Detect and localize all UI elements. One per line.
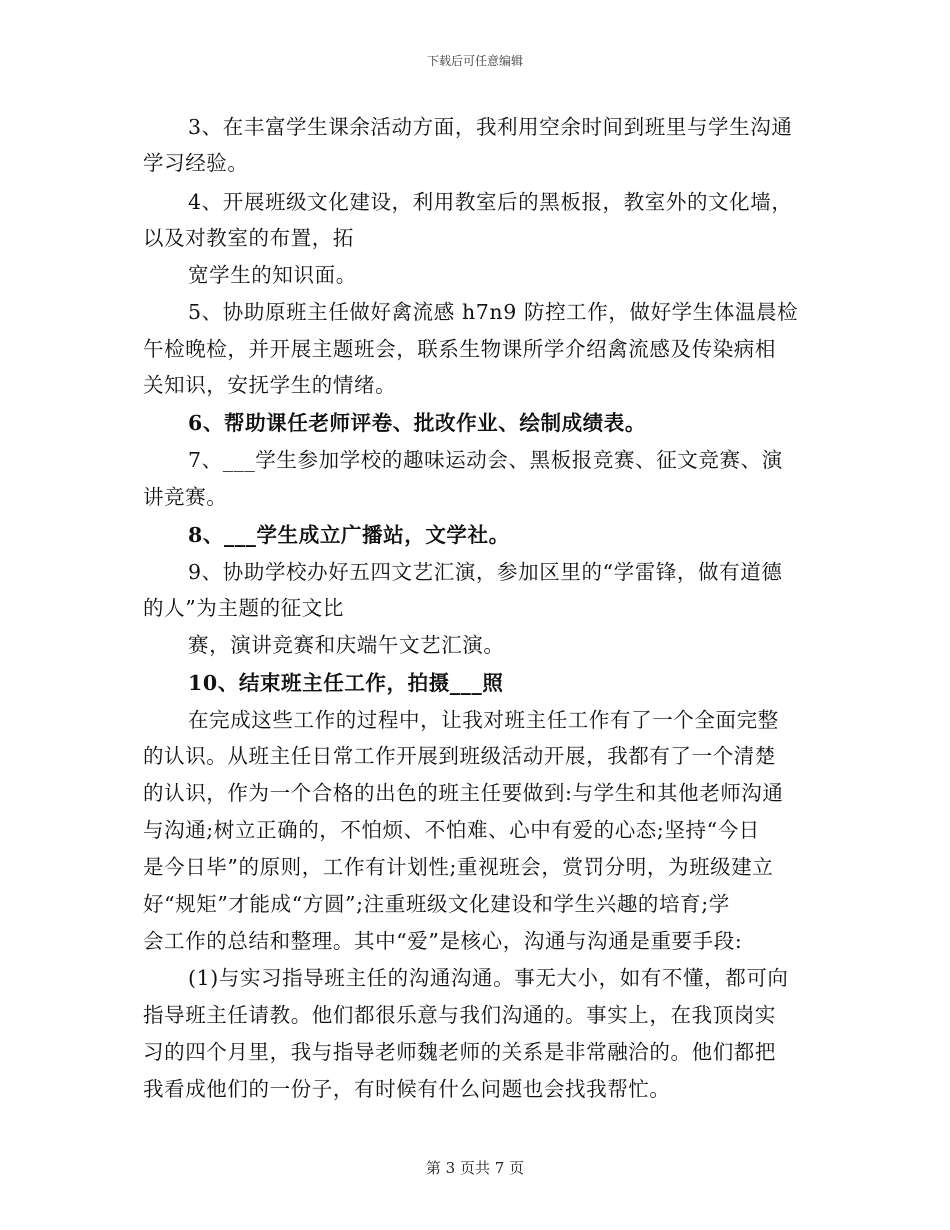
text-line: (1)与实习指导班主任的沟通沟通。事无大小，如有不懂，都可向 <box>188 966 789 990</box>
text-line: 9、协助学校办好五四文艺汇演，参加区里的“学雷锋，做有道德 <box>188 560 783 584</box>
text-line: 5、协助原班主任做好禽流感 h7n9 防控工作，做好学生体温晨检 <box>188 300 799 324</box>
text-line: 学习经验。 <box>143 151 249 175</box>
text-line: 是今日毕”的原则，工作有计划性;重视班会，赏罚分明，为班级建立 <box>143 855 774 879</box>
text-line: 在完成这些工作的过程中，让我对班主任工作有了一个全面完整 <box>188 708 779 732</box>
page-header: 下载后可任意编辑 <box>426 54 523 68</box>
text-line: 讲竞赛。 <box>143 485 228 509</box>
text-line: 会工作的总结和整理。其中“爱”是核心，沟通与沟通是重要手段: <box>143 929 743 953</box>
text-line: 习的四个月里，我与指导老师魏老师的关系是非常融洽的。他们都把 <box>143 1040 776 1064</box>
text-line: 宽学生的知识面。 <box>188 263 357 287</box>
text-line: 我看成他们的一份子，有时候有什么问题也会找我帮忙。 <box>143 1077 671 1101</box>
text-line: 4、开展班级文化建设，利用教室后的黑板报，教室外的文化墙， <box>188 190 793 214</box>
bold-heading-line: 8、___学生成立广播站，文学社。 <box>188 523 510 547</box>
text-line: 的认识，作为一个合格的出色的班主任要做到:与学生和其他老师沟通 <box>143 781 784 805</box>
bold-heading-line: 10、结束班主任工作，拍摄___照 <box>188 671 504 695</box>
text-line: 以及对教室的布置，拓 <box>143 226 354 250</box>
text-line: 的认识。从班主任日常工作开展到班级活动开展，我都有了一个清楚 <box>143 744 776 768</box>
text-line: 7、___学生参加学校的趣味运动会、黑板报竞赛、征文竞赛、演 <box>188 448 783 472</box>
text-line: 与沟通;树立正确的，不怕烦、不怕难、心中有爱的心态;坚持“今日 <box>143 818 760 842</box>
text-line: 赛，演讲竞赛和庆端午文艺汇演。 <box>188 633 505 657</box>
text-line: 指导班主任请教。他们都很乐意与我们沟通的。事实上，在我顶岗实 <box>143 1003 776 1027</box>
text-line: 关知识，安抚学生的情绪。 <box>143 373 397 397</box>
bold-heading-line: 6、帮助课任老师评卷、批改作业、绘制成绩表。 <box>188 411 646 435</box>
text-line: 好“规矩”才能成“方圆”;注重班级文化建设和学生兴趣的培育;学 <box>143 892 730 916</box>
text-line: 3、在丰富学生课余活动方面，我利用空余时间到班里与学生沟通 <box>188 115 793 139</box>
page-footer: 第 3 页共 7 页 <box>425 1159 525 1177</box>
text-line: 午检晚检，并开展主题班会，联系生物课所学介绍禽流感及传染病相 <box>143 337 776 361</box>
text-line: 的人”为主题的征文比 <box>143 596 344 620</box>
